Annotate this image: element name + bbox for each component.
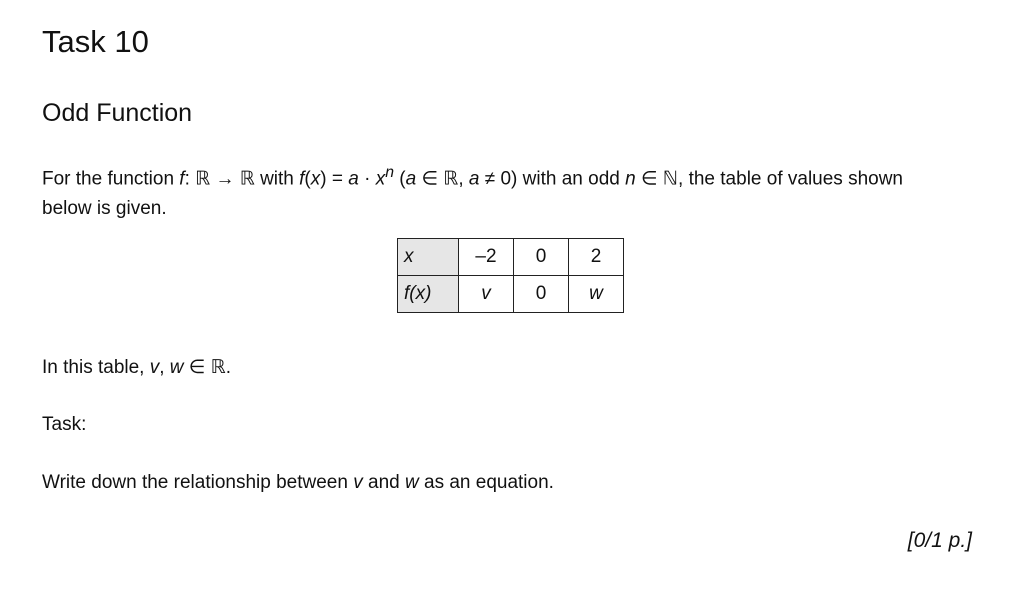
math-w: w: [404, 472, 419, 493]
table-header-x: x: [398, 239, 459, 276]
math-a: a: [405, 168, 417, 190]
value-table: [397, 238, 624, 313]
table-cell: v: [459, 276, 514, 313]
table-cell: 2: [569, 239, 624, 276]
table-row-fx: [398, 276, 624, 313]
task-title: Task 10: [42, 24, 149, 59]
intro-text: : ℝ → ℝ with: [184, 168, 300, 190]
math-exponent-n: n: [385, 164, 395, 181]
table-cell: w: [569, 276, 624, 313]
intro-text: ∈ ℕ, the table of values shown below is given.: [42, 168, 904, 220]
intro-text: ·: [358, 168, 376, 190]
math-w: w: [169, 357, 184, 378]
math-x: x: [310, 168, 321, 190]
instruction-text: and: [362, 472, 405, 493]
table-header-fx: f(x): [398, 276, 459, 313]
table-note: [42, 353, 231, 383]
math-f: f: [299, 168, 305, 190]
instruction-text: Write down the relationship between: [42, 472, 354, 493]
points-indicator: [0/1 p.]: [907, 529, 972, 552]
note-text: In this table,: [42, 357, 150, 378]
intro-paragraph: [42, 158, 942, 224]
intro-text: (: [394, 168, 406, 190]
math-x: x: [375, 168, 386, 190]
table-cell: 0: [514, 239, 569, 276]
intro-text: (: [304, 168, 311, 190]
table-row-x: [398, 239, 624, 276]
math-f: f: [179, 168, 185, 190]
task-label: Task:: [42, 414, 87, 435]
math-a: a: [348, 168, 359, 190]
intro-text: ) =: [320, 168, 349, 190]
section-title: Odd Function: [42, 99, 193, 127]
intro-text: For the function: [42, 168, 180, 190]
task-instruction: [42, 468, 554, 498]
table-cell: –2: [459, 239, 514, 276]
math-n: n: [625, 168, 636, 190]
math-v: v: [353, 472, 363, 493]
instruction-text: as an equation.: [418, 472, 554, 493]
intro-text: ∈ ℝ,: [416, 168, 469, 190]
math-v: v: [149, 357, 160, 378]
note-text: ∈ ℝ.: [183, 357, 231, 378]
note-text: ,: [159, 357, 170, 378]
math-a: a: [468, 168, 480, 190]
table-cell: 0: [514, 276, 569, 313]
intro-text: ≠ 0) with an odd: [479, 168, 626, 190]
